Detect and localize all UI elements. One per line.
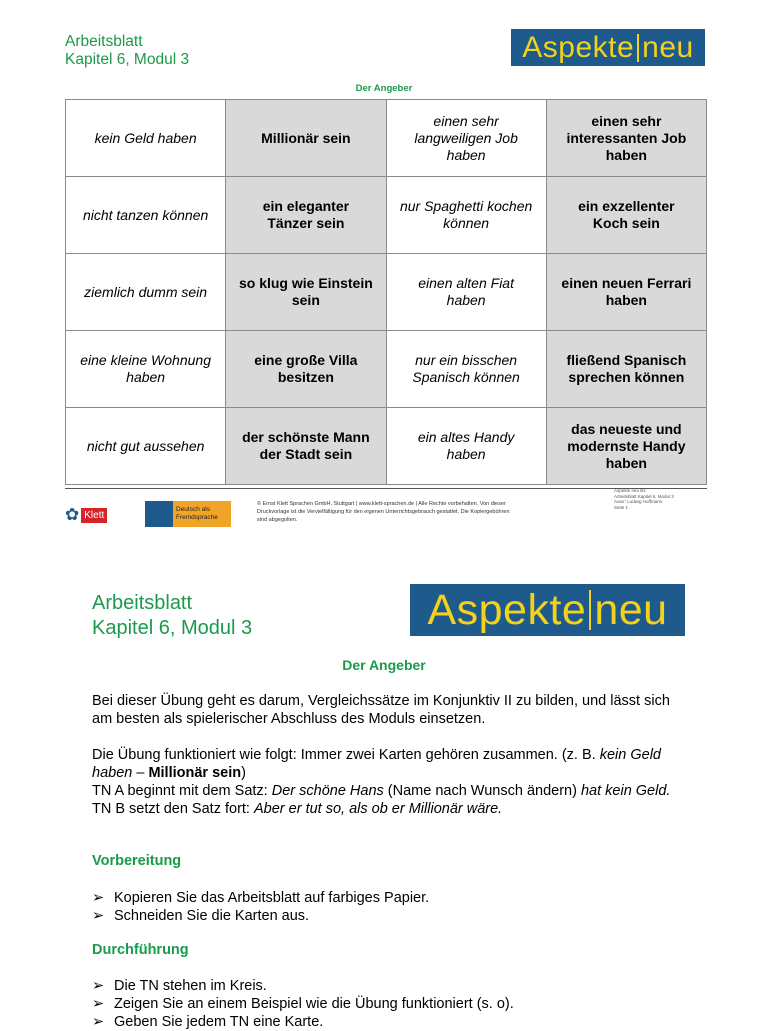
- card-cell: ziemlich dumm sein: [66, 254, 226, 331]
- arrow-bullet-icon: ➢: [92, 890, 105, 906]
- arrow-bullet-icon: ➢: [92, 978, 105, 994]
- card-table: [65, 99, 707, 485]
- table-row: [66, 177, 707, 254]
- card-cell: eine große Villa besitzen: [226, 331, 386, 408]
- arrow-bullet-icon: ➢: [92, 996, 105, 1012]
- worksheet-header: [65, 33, 189, 69]
- card-cell: nicht tanzen können: [66, 177, 226, 254]
- aspekte-neu-logo: Aspekte neu: [511, 29, 705, 66]
- klett-mark-icon: ✿: [65, 505, 80, 524]
- card-cell: einen neuen Ferrari haben: [546, 254, 706, 331]
- footer-divider: [65, 488, 707, 489]
- list-item: ➢ Zeigen Sie an einem Beispiel wie die Übung funktioniert (s. o).: [92, 996, 514, 1012]
- card-cell: einen sehr interessanten Job haben: [546, 100, 706, 177]
- arrow-bullet-icon: ➢: [92, 1014, 105, 1030]
- card-cell: nur ein bisschen Spanisch können: [386, 331, 546, 408]
- card-cell: nicht gut aussehen: [66, 408, 226, 485]
- card-cell: nur Spaghetti kochen können: [386, 177, 546, 254]
- card-cell: einen alten Fiat haben: [386, 254, 546, 331]
- list-item: ➢ Kopieren Sie das Arbeitsblatt auf farbiges Papier.: [92, 890, 430, 906]
- table-row: [66, 331, 707, 408]
- table-row: [66, 100, 707, 177]
- intro-paragraph: Bei dieser Übung geht es darum, Vergleichssätze im Konjunktiv II zu bilden, und lässt sich am besten als spielerischer Abschluss des Moduls einsetzen.: [92, 693, 670, 727]
- card-cell: kein Geld haben: [66, 100, 226, 177]
- card-cell: ein exzellenter Koch sein: [546, 177, 706, 254]
- card-cell: fließend Spanisch sprechen können: [546, 331, 706, 408]
- card-cell: der schönste Mann der Stadt sein: [226, 408, 386, 485]
- table-row: [66, 254, 707, 331]
- card-cell: ein eleganter Tänzer sein: [226, 177, 386, 254]
- section-vorbereitung: Vorbereitung: [92, 853, 182, 869]
- arrow-bullet-icon: ➢: [92, 908, 105, 924]
- card-cell: einen sehr langweiligen Job haben: [386, 100, 546, 177]
- header-title: Arbeitsblatt: [92, 592, 193, 614]
- card-cell: das neueste und modernste Handy haben: [546, 408, 706, 485]
- card-cell: eine kleine Wohnung haben: [66, 331, 226, 408]
- klett-logo: ✿ Klett: [65, 502, 119, 528]
- header-chapter: Kapitel 6, Modul 3: [92, 617, 253, 639]
- header-chapter: Kapitel 6, Modul 3: [65, 51, 190, 68]
- aspekte-neu-logo: Aspekte neu: [410, 584, 685, 636]
- worksheet-title-2: Der Angeber: [342, 657, 426, 673]
- card-cell: so klug wie Einstein sein: [226, 254, 386, 331]
- list-item: ➢ Schneiden Sie die Karten aus.: [92, 908, 310, 924]
- card-cell: Millionär sein: [226, 100, 386, 177]
- worksheet-header-2: [92, 591, 252, 641]
- section-durchfuehrung: Durchführung: [92, 942, 189, 958]
- worksheet-title: Der Angeber: [355, 83, 413, 94]
- daf-logo: Deutsch als Fremdsprache: [145, 501, 231, 527]
- copyright-notice: © Ernst Klett Sprachen GmbH, Stuttgart | www.klett-sprachen.de | Alle Rechte vorbehalten. Von dieser Druckvorlage ist die Vervielfältigung für den eigenen Unterrichtsgebrauch gestattet. Die Kopiergebühren sind abgegolten.: [257, 501, 510, 523]
- table-row: [66, 408, 707, 485]
- list-item: ➢ Die TN stehen im Kreis.: [92, 978, 267, 994]
- list-vorbereitung: [92, 889, 429, 925]
- list-item: ➢ Geben Sie jedem TN eine Karte.: [92, 1014, 324, 1030]
- instructions-paragraph: Die Übung funktioniert wie folgt: Immer zwei Karten gehören zusammen. (z. B. kein Geld haben – Millionär sein) TN A beginnt mit dem Satz: Der schöne Hans (Name nach Wunsch ändern) hat kein Geld. TN B setzt den Satz fort: Aber er tut so, als ob er Millionär wäre.: [92, 747, 671, 817]
- card-cell: ein altes Handy haben: [386, 408, 546, 485]
- header-title: Arbeitsblatt: [65, 33, 143, 50]
- list-durchfuehrung: [92, 977, 514, 1031]
- footer-meta: Aspekte neu B2 Arbeitsblatt Kapitel 6, Modul 3 Autor: Ludwig Hoffmann Seite 1: [614, 488, 674, 510]
